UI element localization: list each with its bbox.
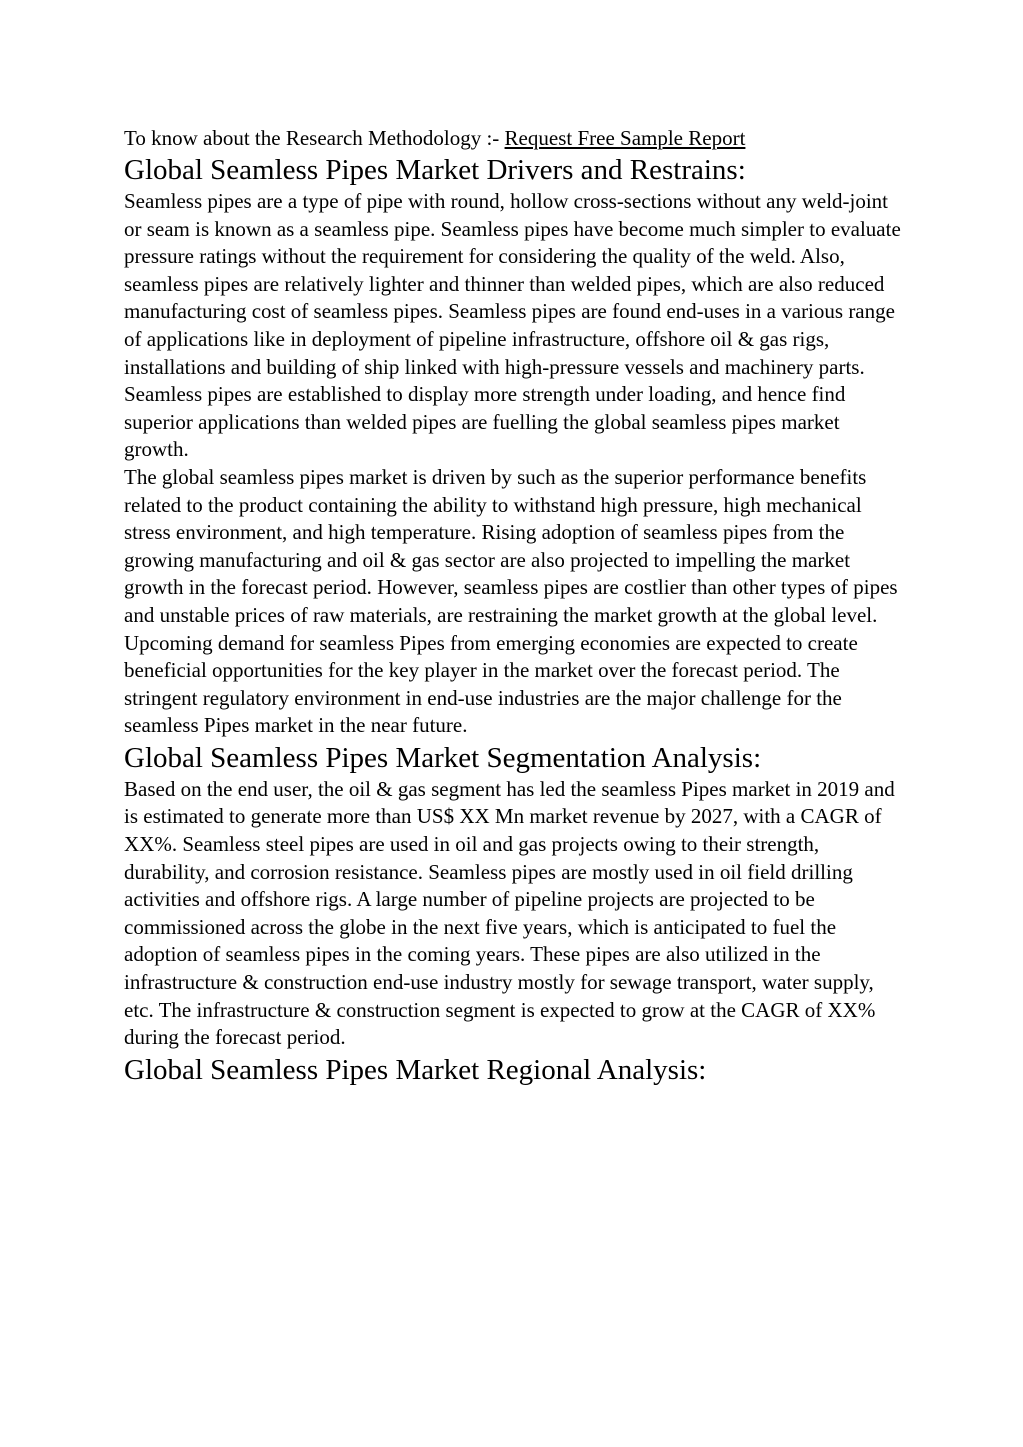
intro-prefix: To know about the Research Methodology :-: [124, 126, 505, 150]
heading-regional-analysis: Global Seamless Pipes Market Regional Analysis:: [124, 1053, 707, 1086]
document-page: [124, 124, 904, 1088]
paragraph-drivers-2: The global seamless pipes market is driven by such as the superior performance benefits related to the product containing the ability to withstand high pressure, high mechanical stress environment, and high temperature. Rising adoption of seamless pipes from the growing manufacturing and oil & gas sector are also projected to impelling the market growth in the forecast period. However, seamless pipes are costlier than other types of pipes and unstable prices of raw materials, are restraining the market growth at the global level. Upcoming demand for seamless Pipes from emerging economies are expected to create beneficial opportunities for the key player in the market over the forecast period. The stringent regulatory environment in end-use industries are the major challenge for the seamless Pipes market in the near future.: [124, 464, 898, 738]
heading-segmentation-analysis: Global Seamless Pipes Market Segmentation Analysis:: [124, 741, 762, 774]
research-methodology-line: [124, 124, 904, 152]
heading-drivers-restrains: Global Seamless Pipes Market Drivers and Restrains:: [124, 154, 746, 186]
request-sample-report-link[interactable]: Request Free Sample Report: [504, 126, 746, 150]
paragraph-drivers-1: Seamless pipes are a type of pipe with round, hollow cross-sections without any weld-joint or seam is known as a seamless pipe. Seamless pipes have become much simpler to evaluate pressure ratings without the requirement for considering the quality of the weld. Also, seamless pipes are relatively lighter and thinner than welded pipes, which are also reduced manufacturing cost of seamless pipes. Seamless pipes are found end-uses in a various range of applications like in deployment of pipeline infrastructure, offshore oil & gas rigs, installations and building of ship linked with high-pressure vessels and machinery parts. Seamless pipes are established to display more strength under loading, and hence find superior applications than welded pipes are fuelling the global seamless pipes market growth.: [124, 189, 901, 462]
paragraph-segmentation-1: Based on the end user, the oil & gas segment has led the seamless Pipes market in 2019 and is estimated to generate more than US$ XX Mn market revenue by 2027, with a CAGR of XX%. Seamless steel pipes are used in oil and gas projects owing to their strength, durability, and corrosion resistance. Seamless pipes are mostly used in oil field drilling activities and offshore rigs. A large number of pipeline projects are projected to be commissioned across the globe in the next five years, which is anticipated to fuel the adoption of seamless pipes in the coming years. These pipes are also utilized in the infrastructure & construction end-use industry mostly for sewage transport, water supply, etc. The infrastructure & construction segment is expected to grow at the CAGR of XX% during the forecast period.: [124, 776, 895, 1050]
